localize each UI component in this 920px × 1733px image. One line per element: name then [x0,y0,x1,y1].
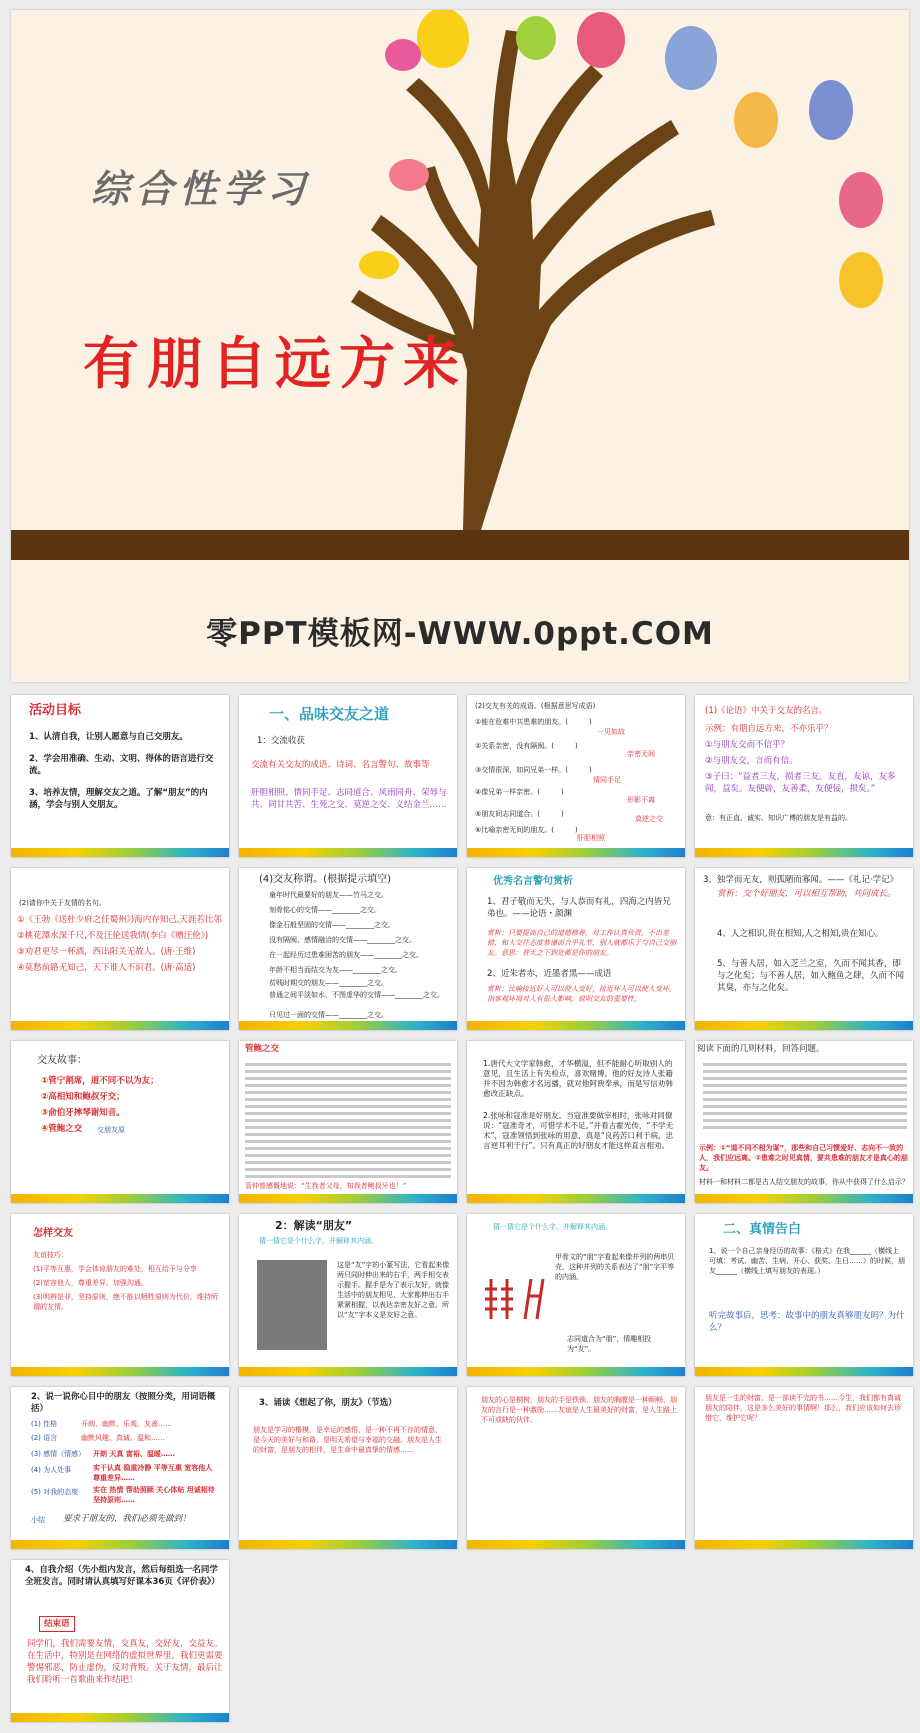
head: (2)请你中关于友情的名句。 [19,899,106,907]
quiz-item: ③交情很深，如同兄弟一样。( ) [475,766,592,774]
hero-subtitle: 综合性学习 [91,167,312,211]
row-value: 幽默风趣、真诚、温和…… [81,1434,165,1442]
slide-guess-character[interactable] [467,1214,685,1376]
slide-stories-text[interactable] [467,1041,685,1203]
essay-text: 朋友是一生的财富，是一部读不完的书……今生，我们都有真诚朋友的陪伴，这是多么美好的事情啊！那么，我们应该如何去珍惜它，维护它呢？ [705,1394,901,1422]
color-bar [11,848,229,857]
closing-text: 同学们，我们需要友情，交真友，交好友，交益友。在生活中，特别是在网络的虚拟世界里，我们更需要警惕邪恶，防止虚伪，反对背叛。关于友情，最后让我们聆听一首歌曲来作结吧！ [27,1639,223,1685]
row-value: 开朗、幽默、乐观、友善…… [81,1420,172,1428]
color-bar [695,1367,913,1376]
color-bar [467,1540,685,1549]
brand-watermark: 零PPT模板网-WWW.0ppt.COM [206,616,714,652]
slide-ideal-friend[interactable] [11,1387,229,1549]
fill-line: 在一起经历过患难困苦的朋友——________之交。 [269,951,423,959]
fill-line: 童年时代最要好的朋友——竹马之交。 [269,891,388,899]
explanation: 意：有正直、诚实、知识广博的朋友是有益的。 [705,814,852,822]
task: 1、说一个自己亲身经历的故事：《格式》在我______（横线上可填：考试、幽苦、生病、开心、获奖、生日……）的时候，朋友______（横线上填写朋友的表现。） [709,1247,905,1275]
row-label: (4) 为人处事 [31,1466,72,1474]
quiz-answer: 肝胆相照 [577,834,605,842]
story-text [245,1059,451,1182]
color-bar [695,1021,913,1030]
story-p1: 1.唐代大文学家韩愈，才华横溢，但不能耐心听取别人的意见，且生活上有失检点，喜欢赌博。他的好友诗人张籍并不因为韩愈才名远播，就对他阿谀奉承，而是写信劝韩愈改正缺点。 [483,1059,673,1098]
example-answer: 示例：①“道不同不相为谋”，那些和自己习惯爱好、志向不一致的人，我们应远离。②患难之时见真情，要共患难的朋友才是真心的朋友。 [699,1144,908,1172]
quiz-item: ⑤朋友间志同道合。( ) [475,810,564,818]
color-bar [11,1713,229,1722]
question: (1)《论语》中关于交友的名言。 [705,706,828,716]
slide-interpret-friend[interactable] [239,1214,457,1376]
slide-closing[interactable] [11,1560,229,1722]
quiz-answer: 亲密无间 [627,750,655,758]
slide-title: 交友故事： [37,1055,87,1066]
slide-subtitle: 1：交流收获 [257,736,305,746]
goal-2: 2、学会用准确、生动、文明、得体的语言进行交流。 [29,754,214,776]
quiz-answer: 情同手足 [593,776,621,784]
seal-script-image [257,1260,327,1350]
quiz-answer: 一见如故 [597,728,625,736]
title-slide[interactable] [11,10,909,682]
fill-line: 像金石般坚固的交情——________之交。 [269,921,395,929]
question: 材料一和材料二都是古人结交朋友的故事，你从中获得了什么启示？ [699,1178,909,1186]
essay-text: 朋友的心是桐树，朋友的手是铁锁，朋友的胸膛是一种顺畅，朋友的言行是一种激励……友谊是人生最美好的财富，是人生路上不可或缺的伙伴。 [481,1396,677,1424]
ground-band [11,530,909,560]
oracle-bone-glyph-icon [481,1274,551,1324]
question: 听完故事后，思考：故事中的朋友真够朋友吗？为什么？ [709,1311,905,1333]
quiz-item: ④像兄弟一样亲密。( ) [475,788,564,796]
goal-3: 3、培养友情，理解交友之道。了解“朋友”的内涵，学会与别人交朋友。 [29,788,208,810]
slide-title: 2、说一说你心目中的朋友（按照分类，用词语概括） [31,1392,216,1414]
slide-friend-essay[interactable] [467,1387,685,1549]
row-label: (1) 性格 [31,1420,58,1428]
poem-3: ③劝君更尽一杯酒，西出阳关无故人。(唐·王维) [17,947,196,957]
tip-3: (3)明辨是非，坚持原则，绝不能以牺牲原则为代价，维持所谓的友情。 [33,1293,218,1311]
color-bar [239,1021,457,1030]
hero-title: 有朋自远方来 [83,332,467,397]
color-bar [11,1194,229,1203]
fill-line: 年龄不相当而结交为友——________之交。 [269,966,402,974]
color-bar [695,1540,913,1549]
color-bar [11,1367,229,1376]
quote-5: 5、与善人居，如入芝兰之室，久而不闻其香，即与之化矣；与不善人居，如入鲍鱼之肆，久而不闻其臭，亦与之化矣。 [717,959,905,993]
summary-label: 小结 [31,1516,45,1524]
example: 示例：有朋自远方来，不亦乐乎？ [705,724,833,734]
slide-analects[interactable] [695,695,913,857]
quote-4: 4、人之相识,贵在相知,人之相知,贵在知心。 [717,929,884,939]
slide-title: 怎样交友 [33,1228,73,1239]
quote-1: 1、君子敬而无失，与人恭而有礼，四海之内皆兄弟也。——论语・颜渊 [487,897,671,919]
quote-3: 3、独学而无友，则孤陋而寡闻。——《礼记·学记》 [703,875,899,885]
slide-title: 活动目标 [29,703,82,718]
quote-1: ①与朋友交而不信乎？ [705,740,790,750]
slide-subtitle: 猜一猜它是个什么字，并解释其内涵。 [259,1237,378,1245]
slide-how-to-make-friends[interactable] [11,1214,229,1376]
slide-title: 猜一猜它是个什么字，并解释其内涵。 [493,1223,612,1231]
story-3: ③俞伯牙摔琴谢知音。 [41,1108,125,1118]
slide-title: 3、诵读《想起了你，朋友》（节选） [259,1398,397,1408]
story-tail: 管仲曾感慨地说：“生我者父母，知我者鲍叔牙也！” [245,1182,407,1190]
quote-3: ③子曰：“益者三友，损者三友。友直，友谅，友多闻，益矣。友便辟，友善柔，友便佞，损矣。” [705,772,896,794]
quiz-item: ①能在危难中共患难的朋友。( ) [475,718,592,726]
row-value: 实干认真 稳重冷静 平等互惠 宽容他人 尊重差异…… [93,1464,213,1482]
slide-recite-poem[interactable] [239,1387,457,1549]
story-2: ②高相知和鲍叔牙交； [41,1092,125,1102]
row-value: 开朗 天真 富裕、温暖…… [93,1450,175,1458]
materials-text [703,1059,907,1133]
analysis-3: 赏析：交个好朋友，可以相互帮助，共同成长。 [717,889,896,899]
row-value: 实在 热情 帮助照顾 关心体贴 坦诚相待 坚持原则…… [93,1486,215,1504]
analysis-2: 赏析：比喻接近好人可以使人变好，接近坏人可以使人变坏。指客观环境对人有很大影响，说明交友的重要性。 [487,985,676,1003]
tip-1: (1)平等互惠，学会体谅朋友的难处，相互给予与分享 [33,1265,197,1273]
idioms-answer: 肝胆相照、情同手足、志同道合、风雨同舟、荣辱与共、同甘共苦、生死之交、莫逆之交、义结金兰…… [251,788,447,810]
row-label: (3) 感情（情感） [31,1450,86,1458]
slide-title: 一、品味交友之道 [269,705,390,723]
quiz-item: ⑥比喻亲密无间的朋友。( ) [475,826,578,834]
slide-friend-stories[interactable] [11,1041,229,1203]
goal-1: 1、认清自我，让别人愿意与自己交朋友。 [29,732,188,742]
slide-true-feelings[interactable] [695,1214,913,1376]
fill-line: 没有隔阂、感情融洽的交情——________之交。 [269,936,416,944]
slide-title: 4、自我介绍（先小组内发言，然后每组选一名同学全班发言。同时请认真填写好课本36页《评价表》） [25,1565,220,1587]
slide-idiom-quiz[interactable] [467,695,685,857]
color-bar [467,1021,685,1030]
quiz-answer: 莫逆之交 [635,815,663,823]
row-label: (2) 语言 [31,1434,58,1442]
slide-subtitle: 友谊技巧： [33,1251,68,1259]
fill-line: 只见过一面的交情——________之交。 [269,1011,388,1019]
slide-title: 二、真情告白 [723,1222,802,1237]
story-p2: 2.张咏和寇准是好朋友。当寇准要做宰相时，张咏对同僚说：“寇准奇才，可惜学术不足。”并看古霍光传，“不学无术”，寇准领悟到张咏的用意，真是“良药苦口利于病，忠言逆耳利于行”。只有真正的好朋友才能这样直言相劝。 [483,1111,674,1150]
quiz-head: (2)交友有关的成语。(根据意思写成语) [475,702,596,710]
color-bar [239,848,457,857]
color-bar [11,1021,229,1030]
slide-title: (4)交友称谓。(根据提示填空) [259,874,391,885]
slide-guanbao[interactable] [239,1041,457,1203]
color-bar [239,1540,457,1549]
analysis-1: 赏析：只要提高自己的道德修养，对工作认真负责，不出差错，和人交往态度恭谨而合乎礼节，别人就都乐于与自己交朋友。意思：普天之下到处都是你的朋友。 [487,929,676,957]
color-bar [467,848,685,857]
slide-friendship-way[interactable] [239,695,457,857]
slide-friendship-poems[interactable] [11,868,229,1030]
row-label: (5) 对我的态度 [31,1488,79,1496]
slide-friend-titles[interactable] [239,868,457,1030]
summary: 要求于朋友的，我们必须先做到！ [63,1514,191,1524]
poem-4: ④莫愁前路无知己，天下谁人不识君。(唐·高适) [17,963,196,973]
tree-trunk [351,30,715,530]
explanation: 甲骨文的“朋”字看起来像并列的两串贝壳，这种并列的关系表达了“朋”字平等的内涵。 [555,1253,675,1281]
quiz-answer: 形影不离 [627,796,655,804]
poem-2: ②桃花潭水深千尺,不及汪伦送我情(李白《赠汪伦》) [17,931,209,941]
quiz-item: ②关系亲密，没有隔阂。( ) [475,742,578,750]
quote-2: ②与朋友交，言而有信。 [705,756,798,766]
story-tag: 交朋友原 [97,1126,125,1134]
tip-2: (2)宽容他人，尊重差异，加强沟通。 [33,1279,148,1287]
color-bar [467,1367,685,1376]
slide-reading-materials[interactable] [695,1041,913,1203]
slide-activity-goals[interactable] [11,695,229,857]
closing-label: 结束语 [39,1616,75,1632]
slide-title: 2：解读“朋友” [275,1219,353,1232]
slide-title: 优秀名言警句赏析 [493,876,573,887]
slide-friend-treasure[interactable] [695,1387,913,1549]
fill-line: 普通之间平淡如水，不图虚华的交情——________之交。 [269,991,444,999]
color-bar [11,1540,229,1549]
color-bar [467,1194,685,1203]
slide-title: 阅读下面的几则材料，回答问题。 [697,1044,825,1054]
story-4: ④管鲍之交 [41,1124,83,1134]
poem-1: ①《王勃《送杜少府之任蜀州》)海内存知己,天涯若比邻 [17,915,222,925]
color-bar [239,1367,457,1376]
fill-line: 贫贱时期交的朋友——________之交。 [269,979,388,987]
color-bar [695,1194,913,1203]
poem-text: 朋友是学习的楷模，是幸运的感悟，是一种不再不存的情意，是今天的美好与和谐，是明天希望与幸福的交融。朋友是人生的财富，是朋友的相伴，是生命中最真挚的情感…… [253,1426,442,1454]
color-bar [239,1194,457,1203]
explanation: 这是“友”字的小篆写法，它看起来像两只同时伸出来的右手，两手相交表示握手。握手是为了表示友好，就像生活中的朋友相见，大家都伸出右手紧紧相握，以表达亲密友好之意。所以“友”字本义是友好之意。 [337,1261,450,1319]
slide-title: 管鲍之交 [245,1044,280,1054]
task-line: 交流有关交友的成语、诗词、名言警句、故事等 [251,760,430,770]
slide-quotes-analysis[interactable] [467,868,685,1030]
color-bar [695,848,913,857]
fill-line: 刻骨铭心的交情——________之交。 [269,906,381,914]
summary: 志同道合为“朋”，情趣相投为“友”。 [567,1335,652,1353]
story-1: ①管宁割席，道不同不以为友； [41,1076,159,1086]
quote-2: 2、近朱者赤，近墨者黑——成语 [487,969,612,979]
slide-quotes-2[interactable] [695,868,913,1030]
